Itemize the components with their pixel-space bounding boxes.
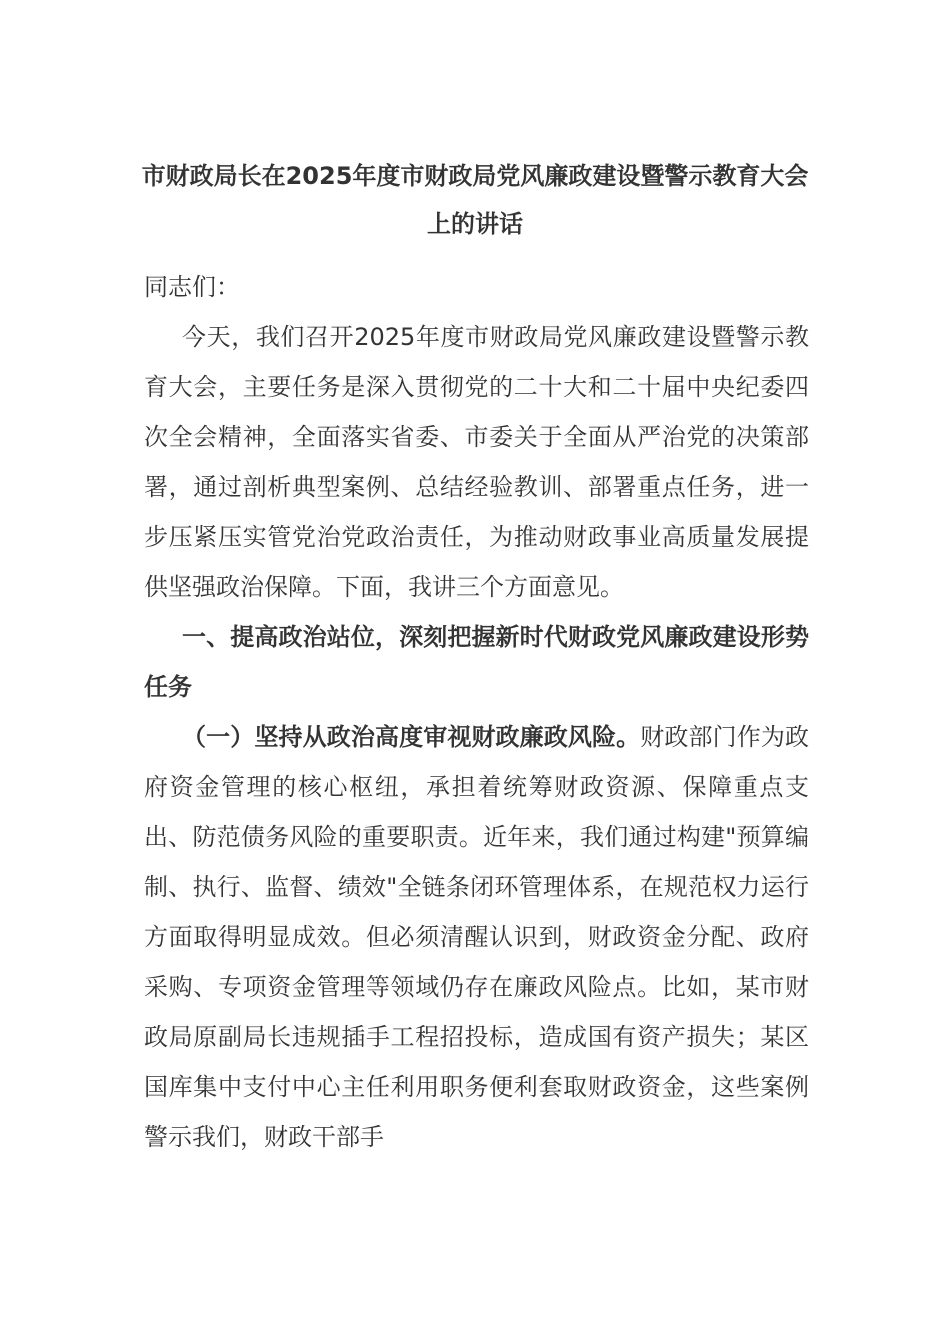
document-title: 市财政局长在2025年度市财政局党风廉政建设暨警示教育大会上的讲话 [141, 162, 809, 238]
section-heading-1: 一、提高政治站位，深刻把握新时代财政党风廉政建设形势任务 [144, 623, 809, 701]
document-body [144, 262, 809, 1162]
subsection-paragraph-1 [144, 712, 809, 1162]
subsection-text: 财政部门作为政府资金管理的核心枢纽，承担着统筹财政资源、保障重点支出、防范债务风险的重要职责。近年来，我们通过构建"预算编制、执行、监督、绩效"全链条闭环管理体系，在规范权力运行方面取得明显成效。但必须清醒认识到，财政资金分配、政府采购、专项资金管理等领域仍存在廉政风险点。比如，某市财政局原副局长违规插手工程招投标，造成国有资产损失；某区国库集中支付中心主任利用职务便利套取财政资金，这些案例警示我们，财政干部手 [144, 723, 810, 1151]
intro-paragraph: 今天，我们召开2025年度市财政局党风廉政建设暨警示教育大会，主要任务是深入贯彻党的二十大和二十届中央纪委四次全会精神，全面落实省委、市委关于全面从严治党的决策部署，通过剖析典型案例、总结经验教训、部署重点任务，进一步压紧压实管党治党政治责任，为推动财政事业高质量发展提供坚强政治保障。下面，我讲三个方面意见。 [144, 323, 809, 601]
subsection-lead: （一）坚持从政治高度审视财政廉政风险。 [182, 723, 641, 751]
salutation: 同志们： [144, 273, 240, 301]
